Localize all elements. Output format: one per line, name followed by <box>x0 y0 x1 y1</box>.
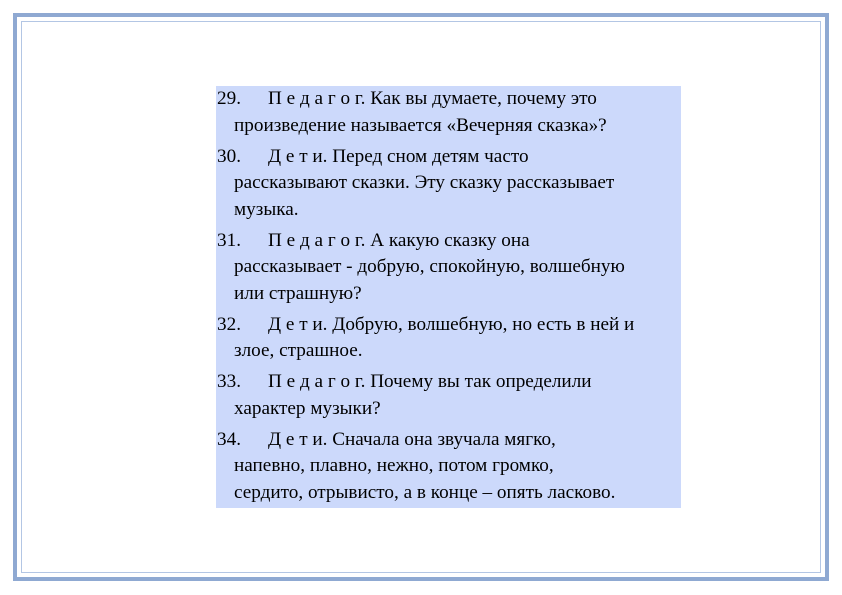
item-line: злое, страшное. <box>234 340 363 361</box>
item-number: 32. <box>217 313 241 335</box>
item-number: 31. <box>217 229 241 251</box>
item-line: напевно, плавно, нежно, потом громко, <box>234 455 554 476</box>
item-line: П е д а г о г. А какую сказку она <box>268 229 530 251</box>
item-line: произведение называется «Вечерняя сказка»? <box>234 114 607 136</box>
item-number: 34. <box>217 428 241 450</box>
item-line: Д е т и. Перед сном детям часто <box>268 145 529 167</box>
item-line: рассказывают сказки. Эту сказку рассказывает <box>234 172 615 193</box>
item-line: Д е т и. Добрую, волшебную, но есть в ней и <box>268 313 635 335</box>
dialogue-text-box <box>216 86 681 508</box>
dialogue-item-29 <box>216 86 681 139</box>
item-line: П е д а г о г. Почему вы так определили <box>268 371 592 392</box>
item-line: музыка. <box>234 198 299 220</box>
item-line: характер музыки? <box>234 397 381 419</box>
dialogue-item-33 <box>216 369 681 422</box>
dialogue-item-30 <box>216 144 681 224</box>
dialogue-item-34 <box>216 427 681 507</box>
item-number: 33. <box>217 371 241 392</box>
item-line: или страшную? <box>234 282 362 304</box>
item-line: рассказывает - добрую, спокойную, волшебную <box>234 256 625 277</box>
dialogue-item-31 <box>216 228 681 308</box>
item-number: 30. <box>217 145 241 167</box>
item-line: Д е т и. Сначала она звучала мягко, <box>268 428 556 450</box>
item-number: 29. <box>217 88 241 109</box>
item-line: П е д а г о г. Как вы думаете, почему это <box>268 88 597 109</box>
dialogue-item-32 <box>216 312 681 365</box>
item-line: сердито, отрывисто, а в конце – опять ласково. <box>234 481 616 503</box>
